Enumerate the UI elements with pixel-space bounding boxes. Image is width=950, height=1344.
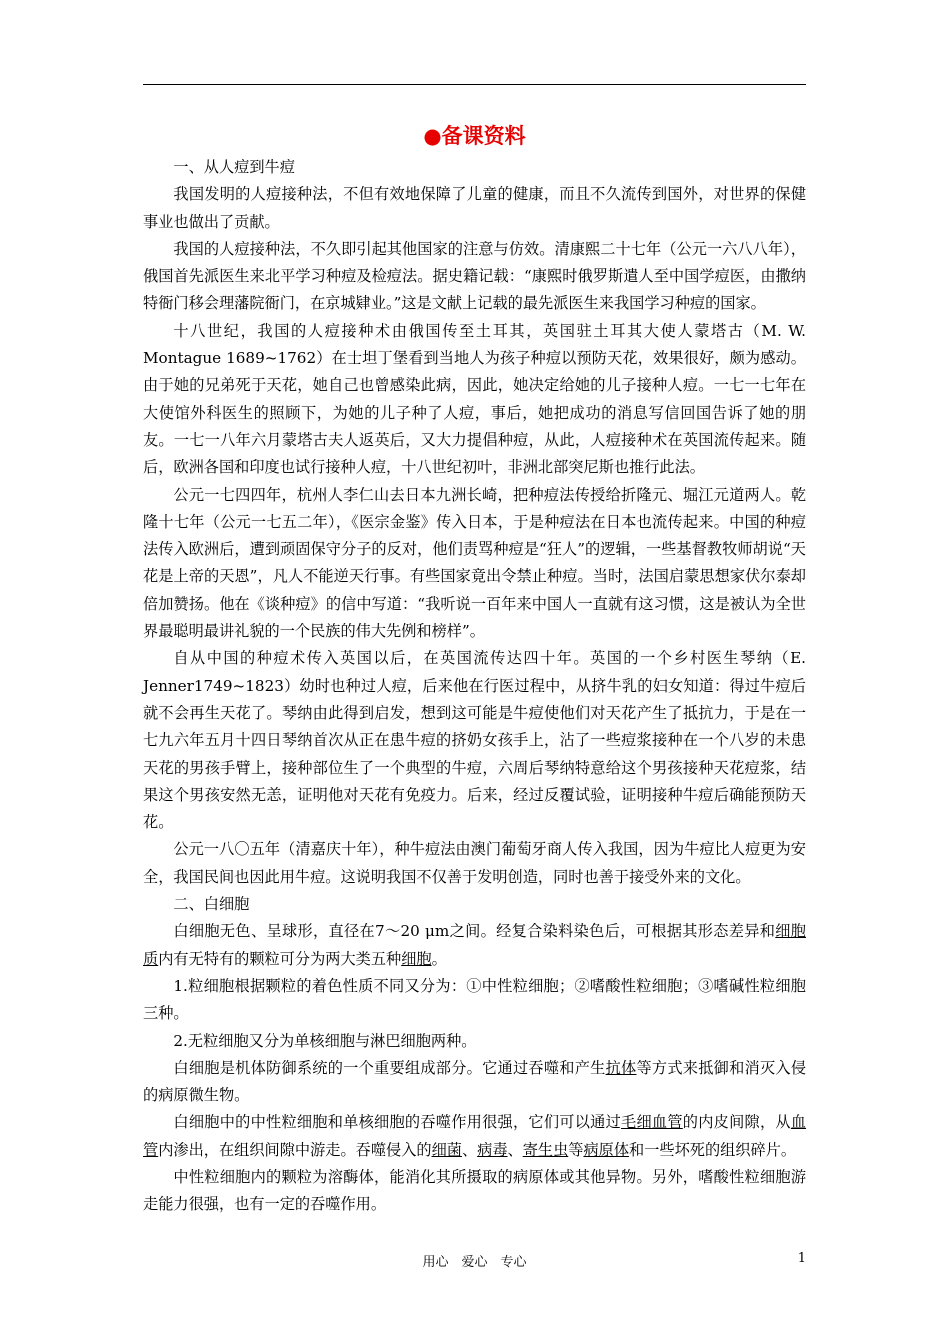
section-heading-1: 一、从人痘到牛痘 (173, 158, 295, 176)
link-virus[interactable]: 病毒 (477, 1140, 508, 1159)
paragraph: 2.无粒细胞又分为单核细胞与淋巴细胞两种。 (173, 1031, 477, 1050)
document-body (143, 118, 806, 1219)
text-run: 内渗出，在组织间隙中游走。吞噬侵入的 (158, 1140, 432, 1159)
text-run: 。 (431, 949, 447, 968)
link-cytoplasm[interactable]: 细胞质 (143, 922, 806, 968)
link-blood-vessel[interactable]: 血管 (143, 1113, 807, 1159)
text-run: 等方式来抵御和消灭入侵的病原微生物。 (143, 1058, 807, 1105)
page-title (143, 118, 806, 154)
link-bacteria[interactable]: 细菌 (431, 1140, 462, 1159)
page-number: 1 (797, 1251, 806, 1266)
paragraph: 十八世纪，我国的人痘接种术由俄国传至土耳其，英国驻土耳其大使人蒙塔古（M. W. Montague 1689~1762）在士坦丁堡看到当地人为孩子种痘以预防天花，效果很好，颇为感动。由于她的兄弟死于天花，她自己也曾感染此病，因此，她决定给她的儿子接种人痘。一七一七年在大使馆外科医生的照顾下，为她的儿子种了人痘，事后，她把成功的消息写信回国告诉了她的朋友。一七一八年六月蒙塔古夫人返英后，又大力提倡种痘，从此，人痘接种术在英国流传起来。随后，欧洲各国和印度也试行接种人痘，十八世纪初叶，非洲北部突尼斯也推行此法。 (143, 321, 806, 477)
section-heading-2: 二、白细胞 (173, 895, 250, 914)
page-footer (143, 1251, 806, 1271)
text-run: 和一些坏死的组织碎片。 (629, 1140, 797, 1159)
text-run: 、 (507, 1140, 523, 1159)
link-cell[interactable]: 细胞 (401, 949, 432, 968)
page-title-text: 备课资料 (441, 123, 526, 148)
paragraph (143, 1055, 806, 1110)
paragraph (143, 918, 806, 973)
paragraph (143, 1109, 806, 1164)
text-run: 的内皮间隙，从 (682, 1113, 791, 1132)
text-run: 内有无特有的颗粒可分为两大类五种 (158, 949, 402, 968)
footer-motto: 用心 爱心 专心 (422, 1255, 527, 1270)
text-run: 等 (568, 1140, 584, 1159)
text-run: 白细胞无色、呈球形，直径在7～20 μm之间。经复合染料染色后，可根据其形态差异和 (173, 922, 776, 941)
paragraph: 中性粒细胞内的颗粒为溶酶体，能消化其所摄取的病原体或其他异物。另外，嗜酸性粒细胞游走能力很强，也有一定的吞噬作用。 (143, 1167, 806, 1214)
paragraph: 公元一七四四年，杭州人李仁山去日本九洲长崎，把种痘法传授给折隆元、堀江元道两人。乾隆十七年（公元一七五二年），《医宗金鉴》传入日本，于是种痘法在日本也流传起来。中国的种痘法传入欧洲后，遭到顽固保守分子的反对，他们责骂种痘是“狂人”的逻辑，一些基督教牧师胡说“天花是上帝的天恩”，凡人不能逆天行事。有些国家竟出令禁止种痘。当时，法国启蒙思想家伏尔泰却倍加赞扬。他在《谈种痘》的信中写道：“我听说一百年来中国人一直就有这习惯，这是被认为全世界最聪明最讲礼貌的一个民族的伟大先例和榜样”。 (143, 485, 806, 641)
text-run: 白细胞是机体防御系统的一个重要组成部分。它通过吞噬和产生 (173, 1058, 606, 1077)
paragraph: 我国发明的人痘接种法，不但有效地保障了儿童的健康，而且不久流传到国外，对世界的保健事业也做出了贡献。 (143, 185, 806, 231)
paragraph: 我国的人痘接种法，不久即引起其他国家的注意与仿效。清康熙二十七年（公元一六八八年），俄国首先派医生来北平学习种痘及检痘法。据史籍记载：“康熙时俄罗斯遣人至中国学痘医，由撒纳特衙门移会理藩院衙门，在京城肄业。”这是文献上记载的最先派医生来我国学习种痘的国家。 (143, 239, 806, 313)
paragraph: 自从中国的种痘术传入英国以后，在英国流传达四十年。英国的一个乡村医生琴纳（E. Jenner1749~1823）幼时也种过人痘，后来他在行医过程中，从挤牛乳的妇女知道：得过牛痘后就不会再生天花了。琴纳由此得到启发，想到这可能是牛痘使他们对天花产生了抵抗力，于是在一七九六年五月十四日琴纳首次从正在患牛痘的挤奶女孩手上，沾了一些痘浆接种在一个八岁的未患天花的男孩手臂上，接种部位生了一个典型的牛痘，六周后琴纳特意给这个男孩接种天花痘浆，结果这个男孩安然无恙，证明他对天花有免疫力。后来，经过反覆试验，证明接种牛痘后确能预防天花。 (143, 649, 806, 832)
link-capillary[interactable]: 毛细血管 (621, 1113, 683, 1132)
bullet-icon: ● (423, 123, 442, 148)
paragraph: 公元一八〇五年（清嘉庆十年），种牛痘法由澳门葡萄牙商人传入我国，因为牛痘比人痘更为安全，我国民间也因此用牛痘。这说明我国不仅善于发明创造，同时也善于接受外来的文化。 (143, 840, 806, 886)
link-parasite[interactable]: 寄生虫 (522, 1140, 569, 1159)
link-antibody[interactable]: 抗体 (605, 1058, 637, 1077)
paragraph: 1.粒细胞根据颗粒的着色性质不同又分为：①中性粒细胞；②嗜酸性粒细胞；③嗜碱性粒细胞三种。 (143, 976, 806, 1023)
text-run: 白细胞中的中性粒细胞和单核细胞的吞噬作用很强，它们可以通过 (173, 1113, 622, 1132)
link-pathogen[interactable]: 病原体 (583, 1140, 629, 1159)
text-run: 、 (461, 1140, 478, 1159)
header-rule (143, 84, 806, 85)
